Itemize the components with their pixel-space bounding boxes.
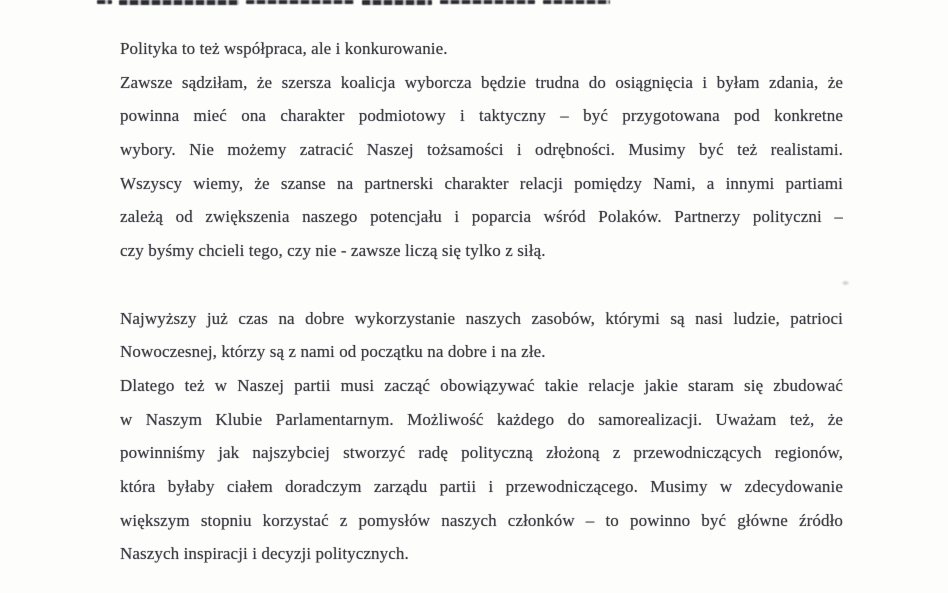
text-line: powinniśmy jak najszybciej stworzyć radę polityczną złożoną z przewodniczących regionów, [120,443,843,463]
text-line: Nowoczesnej, którzy są z nami od początku na dobre i na złe. [120,342,546,362]
text-line: Polityka to też współpraca, ale i konkurowanie. [120,39,448,58]
text-line: Wszyscy wiemy, że szanse na partnerski charakter relacji pomiędzy Nami, a innymi partiami [120,173,843,193]
cropped-heading-fragment [0,0,948,8]
text-line: wybory. Nie możemy zatracić Naszej tożsamości i odrębności. Musimy być też realistami. [120,140,843,160]
cropped-heading-segment [246,0,354,4]
text-line: powinna mieć ona charakter podmiotowy i taktyczny – być przygotowana pod konkretne [120,106,843,126]
text-line: czy byśmy chcieli tego, czy nie - zawsze liczą się tylko z siłą. [120,241,546,261]
cropped-heading-segment [119,0,239,5]
text-line: w Naszym Klubie Parlamentarnym. Możliwość każdego do samorealizacji. Uważam też, że [120,409,843,429]
text-line: Naszych inspiracji i decyzji politycznych. [120,544,409,564]
text-line: Dlatego też w Naszej partii musi zacząć obowiązywać takie relacje jakie staram się zbudować [120,375,843,395]
cropped-heading-segment [97,0,112,4]
text-line: Najwyższy już czas na dobre wykorzystanie naszych zasobów, którymi są nasi ludzie, patrioci [120,308,843,328]
paragraph-gap [120,268,843,302]
cropped-heading-segment [440,0,535,4]
scan-speck-artifact [841,280,850,286]
text-line: większym stopniu korzystać z pomysłów naszych członków – to powinno być główne źródło [120,510,843,530]
text-line: Zawsze sądziłam, że szersza koalicja wyborcza będzie trudna do osiągnięcia i byłam zdania, że [120,72,843,92]
text-line: zależą od zwiększenia naszego potencjału i poparcia wśród Polaków. Partnerzy polityczni – [120,207,843,227]
cropped-heading-segment [362,0,432,5]
cropped-heading-segment [543,0,610,4]
text-line: która byłaby ciałem doradczym zarządu partii i przewodniczącego. Musimy w zdecydowanie [120,476,843,496]
document-body-text [120,32,843,571]
